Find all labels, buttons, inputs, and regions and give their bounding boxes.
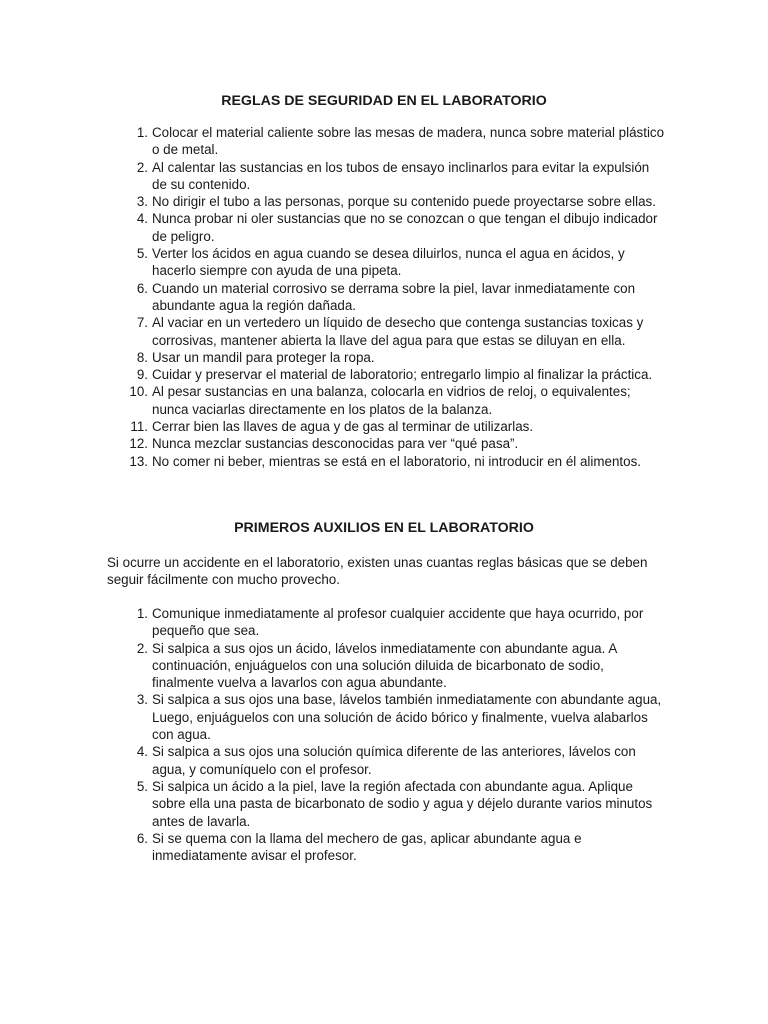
- list-item-number: 5.: [136, 246, 148, 262]
- list-item-number: 7.: [136, 315, 148, 331]
- list-item-number: 2.: [136, 159, 148, 175]
- list-item-text: No comer ni beber, mientras se está en el laboratorio, ni introducir en él alimentos.: [152, 453, 642, 469]
- list-item-text: Colocar el material caliente sobre las mesas de madera, nunca sobre material plástico o de metal.: [152, 125, 665, 158]
- list-item-text: Si se quema con la llama del mechero de gas, aplicar abundante agua e inmediatamente avisar el profesor.: [152, 830, 582, 864]
- first-aid-intro-paragraph: Si ocurre un accidente en el laboratorio, existen unas cuantas reglas básicas que se deben seguir fácilmente con mucho provecho.: [107, 555, 648, 588]
- list-item-number: 10.: [129, 384, 148, 400]
- list-item-number: 8.: [136, 349, 148, 365]
- list-item-text: Si salpica a sus ojos una solución química diferente de las anteriores, lávelos con agua, y comuníquelo con el profesor.: [152, 744, 636, 777]
- safety-rules-list: [107, 124, 667, 470]
- list-item-number: 9.: [136, 367, 148, 383]
- list-item-number: 1.: [136, 606, 148, 621]
- list-item-text: Verter los ácidos en agua cuando se desea diluirlos, nunca el agua en ácidos, y hacerlo siempre con ayuda de una pipeta.: [152, 246, 625, 279]
- list-item: [107, 383, 667, 418]
- list-item-number: 13.: [129, 453, 148, 469]
- list-item: [107, 453, 667, 470]
- list-item-text: Al pesar sustancias en una balanza, colocarla en vidrios de reloj, o equivalentes; nunca vaciarlas directamente en los platos de la balanza.: [152, 384, 631, 417]
- list-item-number: 12.: [129, 436, 148, 452]
- list-item: [107, 349, 667, 366]
- list-item: [107, 210, 667, 245]
- list-item-text: No dirigir el tubo a las personas, porque su contenido puede proyectarse sobre ellas.: [152, 194, 656, 210]
- list-item-number: 4.: [136, 744, 148, 760]
- section-title-first-aid: PRIMEROS AUXILIOS EN EL LABORATORIO: [234, 520, 534, 536]
- list-item-number: 2.: [136, 640, 148, 656]
- list-item-number: 11.: [130, 419, 148, 435]
- list-item: [107, 124, 667, 159]
- list-item: [107, 778, 667, 830]
- list-item: [107, 640, 667, 692]
- list-item-text: Comunique inmediatamente al profesor cualquier accidente que haya ocurrido, por pequeño que sea.: [152, 606, 644, 639]
- list-item: [107, 691, 667, 743]
- list-item: [107, 743, 667, 778]
- list-item-text: Si salpica a sus ojos una base, lávelos también inmediatamente con abundante agua, Luego, enjuáguelos con una solución de ácido bórico y finalmente, vuelva alabarlos con agua.: [152, 692, 662, 743]
- list-item: [107, 830, 667, 865]
- list-item-number: 1.: [136, 125, 148, 140]
- list-item-text: Si salpica un ácido a la piel, lave la región afectada con abundante agua. Aplique sobre ella una pasta de bicarbonato de sodio y agua y déjelo durante varios minutos antes de lavarla.: [152, 778, 653, 829]
- list-item: [107, 314, 667, 349]
- list-item: [107, 605, 667, 640]
- list-item: [107, 245, 667, 280]
- list-item-number: 6.: [136, 280, 148, 296]
- list-item-text: Nunca probar ni oler sustancias que no se conozcan o que tengan el dibujo indicador de peligro.: [152, 211, 658, 244]
- list-item-number: 6.: [136, 830, 148, 846]
- list-item-text: Si salpica a sus ojos un ácido, lávelos inmediatamente con abundante agua. A continuación, enjuáguelos con una solución diluida de bicarbonato de sodio, finalmente vuelva a lavarlos con agua abundante.: [152, 640, 617, 691]
- list-item-text: Cerrar bien las llaves de agua y de gas al terminar de utilizarlas.: [152, 419, 534, 435]
- list-item: [107, 418, 667, 435]
- list-item: [107, 366, 667, 383]
- list-item-number: 3.: [136, 194, 148, 210]
- list-item-text: Cuidar y preservar el material de laboratorio; entregarlo limpio al finalizar la práctica.: [152, 367, 653, 383]
- section-title-safety-rules: REGLAS DE SEGURIDAD EN EL LABORATORIO: [221, 93, 547, 109]
- list-item: [107, 159, 667, 194]
- first-aid-list: [107, 605, 667, 864]
- list-item: [107, 280, 667, 315]
- list-item: [107, 193, 667, 210]
- list-item-number: 3.: [136, 692, 148, 708]
- list-item-text: Usar un mandil para proteger la ropa.: [152, 349, 375, 365]
- list-item-number: 5.: [136, 778, 148, 794]
- list-item-text: Al calentar las sustancias en los tubos de ensayo inclinarlos para evitar la expulsión de su contenido.: [152, 159, 650, 192]
- list-item: [107, 435, 667, 452]
- list-item-text: Al vaciar en un vertedero un líquido de desecho que contenga sustancias toxicas y corrosivas, mantener abierta la llave del agua para que estas se diluyan en ella.: [152, 315, 644, 348]
- list-item-text: Nunca mezclar sustancias desconocidas para ver “qué pasa”.: [152, 436, 519, 452]
- list-item-number: 4.: [136, 211, 148, 227]
- list-item-text: Cuando un material corrosivo se derrama sobre la piel, lavar inmediatamente con abundante agua la región dañada.: [152, 280, 636, 313]
